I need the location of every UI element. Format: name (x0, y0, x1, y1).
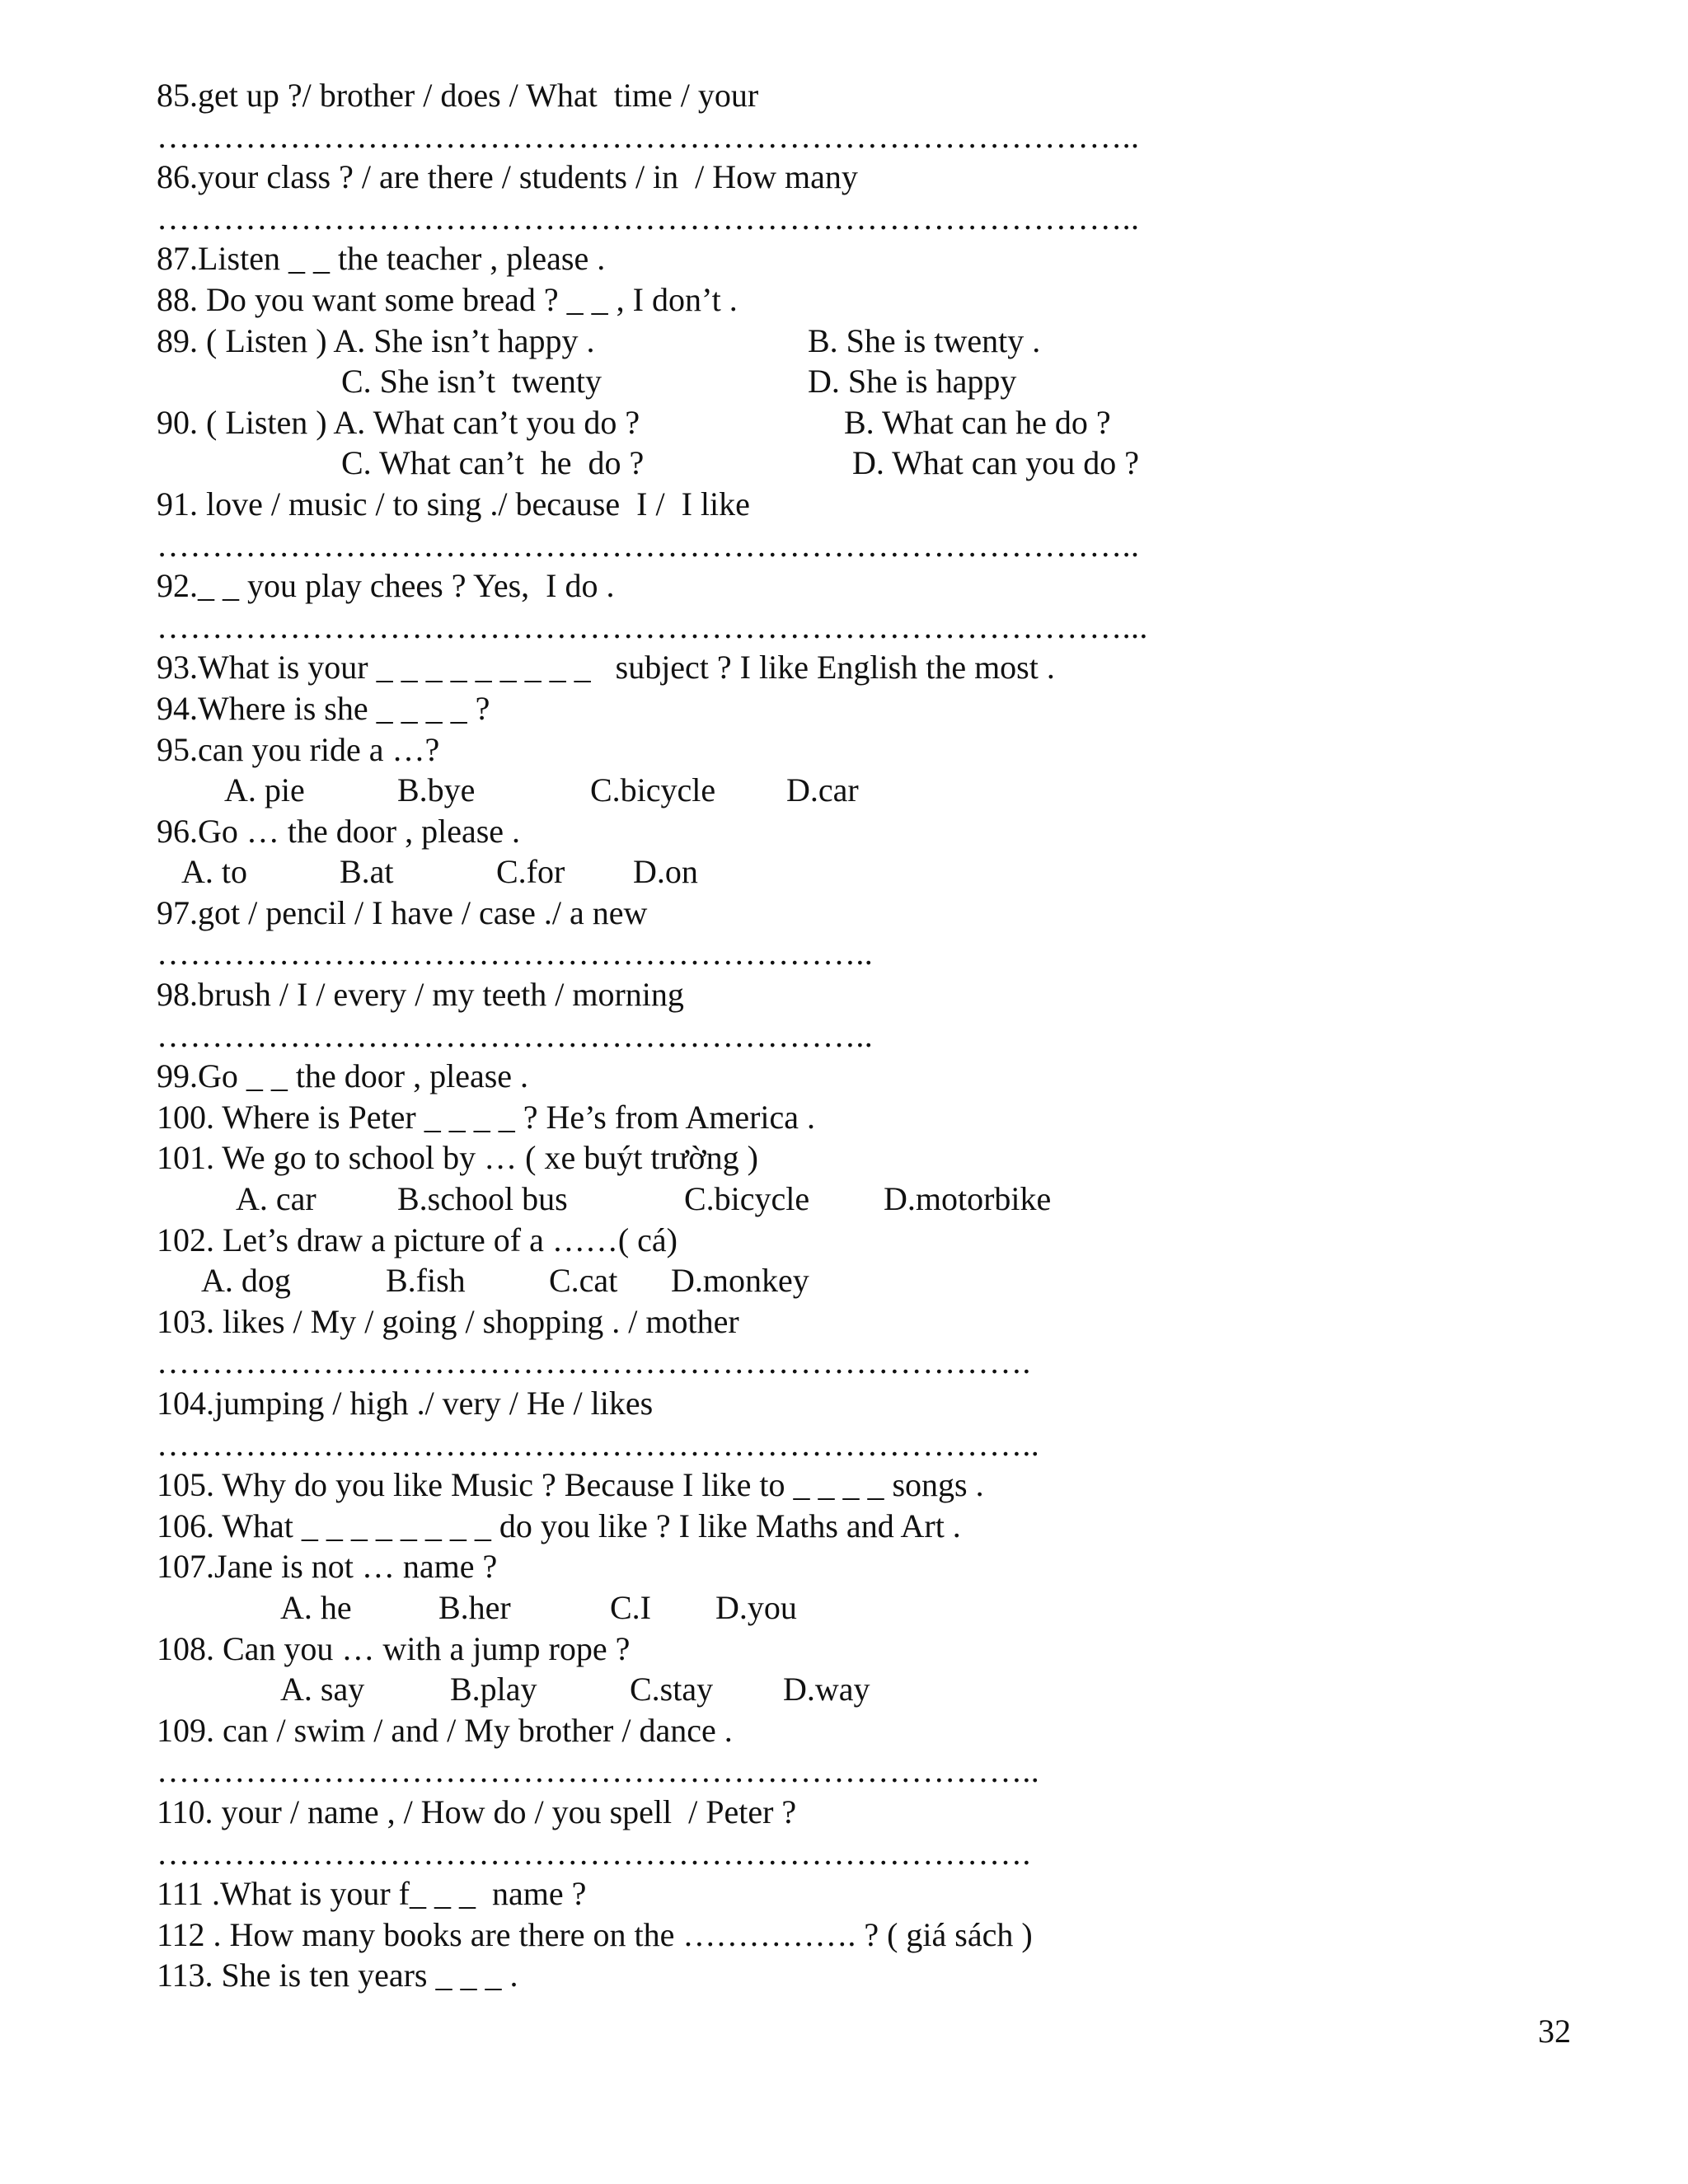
question-99: 99.Go _ _ the door , please . (157, 1057, 529, 1095)
question-93: 93.What is your _ _ _ _ _ _ _ _ _ subject ? I like English the most . (157, 649, 1055, 687)
question-96-option-d: D.on (633, 853, 698, 891)
page-number: 32 (1538, 2013, 1571, 2050)
answer-line-86: …………………………………………………………………………….. (157, 199, 1140, 237)
question-112: 112 . How many books are there on the ……………. ? ( giá sách ) (157, 1915, 1033, 1953)
question-107-option-d: D.you (715, 1588, 797, 1626)
question-87: 87.Listen _ _ the teacher , please . (157, 240, 606, 278)
question-85: 85.get up ?/ brother / does / What time / your (157, 77, 759, 114)
question-90-row-1 (157, 402, 1558, 443)
question-101-option-a: A. car (236, 1180, 316, 1218)
question-95-option-c: C.bicycle (590, 771, 716, 809)
question-95-option-d: D.car (786, 771, 859, 809)
answer-line-85: …………………………………………………………………………….. (157, 117, 1140, 155)
question-109: 109. can / swim / and / My brother / dance . (157, 1711, 733, 1749)
question-86: 86.your class ? / are there / students / in / How many (157, 158, 858, 196)
question-108-options (157, 1669, 1558, 1710)
answer-line-110: ……………………………………………………………………. (157, 1834, 1031, 1872)
question-98: 98.brush / I / every / my teeth / morning (157, 976, 684, 1014)
question-102-option-b: B.fish (386, 1262, 466, 1300)
question-101-option-c: C.bicycle (684, 1180, 810, 1218)
question-102-option-d: D.monkey (671, 1262, 809, 1300)
question-107-option-a: A. he (280, 1588, 352, 1626)
exercise-list (157, 75, 1558, 1996)
question-101-options (157, 1179, 1558, 1220)
question-96-option-c: C.for (496, 853, 565, 891)
question-97: 97.got / pencil / I have / case ./ a new (157, 893, 648, 931)
question-108-option-d: D.way (783, 1671, 870, 1708)
question-96-option-b: B.at (340, 853, 394, 891)
answer-line-103: ……………………………………………………………………. (157, 1343, 1031, 1381)
question-89-option-d: D. She is happy (808, 363, 1017, 401)
question-108-option-a: A. say (280, 1671, 365, 1708)
question-91: 91. love / music / to sing ./ because I / I like (157, 485, 750, 523)
answer-line-92: ……………………………………………………………………………... (157, 607, 1148, 645)
question-96-option-a: A. to (181, 853, 247, 891)
question-100: 100. Where is Peter _ _ _ _ ? He’s from America . (157, 1098, 816, 1136)
question-102-options (157, 1260, 1558, 1301)
question-103: 103. likes / My / going / shopping . / mother (157, 1302, 739, 1340)
answer-line-97: ……………………………………………………….. (157, 935, 874, 972)
question-95: 95.can you ride a …? (157, 730, 440, 768)
question-104: 104.jumping / high ./ very / He / likes (157, 1385, 654, 1422)
question-89-option-c: C. She isn’t twenty (341, 363, 602, 401)
question-89-row-1 (157, 321, 1558, 362)
question-110: 110. your / name , / How do / you spell / Peter ? (157, 1793, 797, 1830)
question-96: 96.Go … the door , please . (157, 812, 521, 850)
question-90-row-2 (157, 443, 1558, 484)
answer-line-109: …………………………………………………………………….. (157, 1752, 1040, 1790)
question-89-row-2 (157, 361, 1558, 402)
question-101-option-d: D.motorbike (884, 1180, 1052, 1218)
question-95-option-a: A. pie (224, 771, 305, 809)
question-94: 94.Where is she _ _ _ _ ? (157, 689, 490, 727)
answer-line-98: ……………………………………………………….. (157, 1016, 874, 1054)
question-113: 113. She is ten years _ _ _ . (157, 1957, 518, 1994)
question-95-option-b: B.bye (397, 771, 476, 809)
question-101: 101. We go to school by … ( xe buýt trường ) (157, 1139, 758, 1177)
question-89-option-b: B. She is twenty . (808, 321, 1041, 359)
question-107: 107.Jane is not … name ? (157, 1548, 498, 1586)
question-88: 88. Do you want some bread ? _ _ , I don’t . (157, 280, 738, 318)
question-90-option-d: D. What can you do ? (852, 444, 1140, 482)
question-111: 111 .What is your f_ _ _ name ? (157, 1875, 587, 1913)
question-108-option-b: B.play (450, 1671, 537, 1708)
question-102: 102. Let’s draw a picture of a ……( cá) (157, 1221, 678, 1258)
question-90-option-a: 90. ( Listen ) A. What can’t you do ? (157, 403, 640, 441)
question-92: 92._ _ you play chees ? Yes, I do . (157, 567, 615, 605)
question-107-option-b: B.her (438, 1588, 511, 1626)
question-96-options (157, 851, 1558, 893)
question-90-option-b: B. What can he do ? (844, 403, 1111, 441)
question-108-option-c: C.stay (630, 1671, 714, 1708)
answer-line-91: …………………………………………………………………………….. (157, 526, 1140, 564)
question-102-option-c: C.cat (549, 1262, 618, 1300)
question-107-option-c: C.I (610, 1588, 651, 1626)
question-95-options (157, 770, 1558, 811)
question-107-options (157, 1587, 1558, 1629)
question-89-option-a: 89. ( Listen ) A. She isn’t happy . (157, 321, 595, 359)
question-102-option-a: A. dog (201, 1262, 291, 1300)
question-105: 105. Why do you like Music ? Because I like to _ _ _ _ songs . (157, 1466, 984, 1504)
answer-line-104: …………………………………………………………………….. (157, 1425, 1040, 1463)
question-90-option-c: C. What can’t he do ? (341, 444, 645, 482)
question-106: 106. What _ _ _ _ _ _ _ _ do you like ? I like Maths and Art . (157, 1507, 961, 1544)
question-108: 108. Can you … with a jump rope ? (157, 1629, 631, 1667)
question-101-option-b: B.school bus (397, 1180, 568, 1218)
